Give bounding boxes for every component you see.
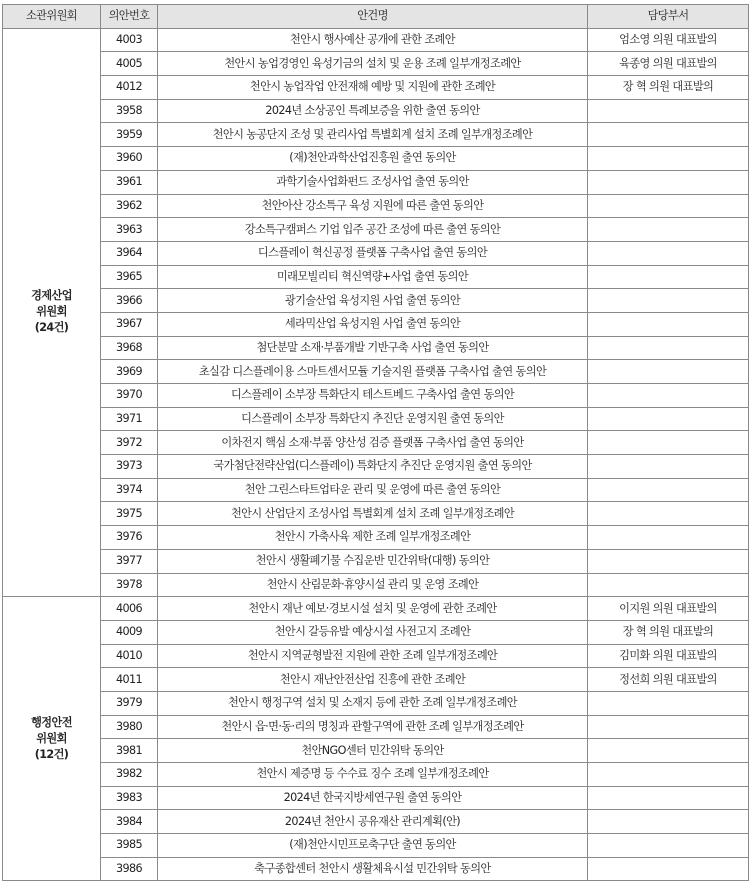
committee-cell xyxy=(3,597,101,881)
bill-number-cell: 3962 xyxy=(101,194,158,218)
agenda-table xyxy=(2,4,749,881)
table-row xyxy=(3,407,749,431)
department-cell xyxy=(588,123,749,147)
bill-number-cell: 4012 xyxy=(101,76,158,100)
table-row xyxy=(3,597,749,621)
department-cell: 이지원 의원 대표발의 xyxy=(588,597,749,621)
table-row xyxy=(3,455,749,479)
bill-number-cell: 3978 xyxy=(101,573,158,597)
agenda-title-cell: 천안아산 강소특구 육성 지원에 따른 출연 동의안 xyxy=(158,194,588,218)
agenda-title-cell: 이차전지 핵심 소재·부품 양산성 검증 플랫폼 구축사업 출연 동의안 xyxy=(158,431,588,455)
agenda-title-cell: (재)천안과학산업진흥원 출연 동의안 xyxy=(158,147,588,171)
table-row xyxy=(3,241,749,265)
header-committee: 소관위원회 xyxy=(3,5,101,29)
bill-number-cell: 3980 xyxy=(101,715,158,739)
agenda-title-cell: 천안 그린스타트업타운 관리 및 운영에 따른 출연 동의안 xyxy=(158,478,588,502)
agenda-title-cell: 천안시 재난 예보·경보시설 설치 및 운영에 관한 조례안 xyxy=(158,597,588,621)
table-row xyxy=(3,99,749,123)
bill-number-cell: 4009 xyxy=(101,620,158,644)
table-row xyxy=(3,573,749,597)
department-cell: 장 혁 의원 대표발의 xyxy=(588,76,749,100)
agenda-title-cell: 미래모빌리티 혁신역량+사업 출연 동의안 xyxy=(158,265,588,289)
agenda-title-cell: 천안시 갈등유발 예상시설 사전고지 조례안 xyxy=(158,620,588,644)
table-row xyxy=(3,715,749,739)
department-cell xyxy=(588,810,749,834)
bill-number-cell: 3975 xyxy=(101,502,158,526)
header-bill-number: 의안번호 xyxy=(101,5,158,29)
table-row xyxy=(3,810,749,834)
agenda-title-cell: 디스플레이 혁신공정 플랫폼 구축사업 출연 동의안 xyxy=(158,241,588,265)
bill-number-cell: 3982 xyxy=(101,763,158,787)
bill-number-cell: 4011 xyxy=(101,668,158,692)
bill-number-cell: 3984 xyxy=(101,810,158,834)
department-cell xyxy=(588,99,749,123)
table-row xyxy=(3,526,749,550)
table-row xyxy=(3,289,749,313)
table-row xyxy=(3,431,749,455)
department-cell xyxy=(588,573,749,597)
table-body xyxy=(3,28,749,881)
table-row xyxy=(3,147,749,171)
bill-number-cell: 3981 xyxy=(101,739,158,763)
agenda-title-cell: 2024년 천안시 공유재산 관리계획(안) xyxy=(158,810,588,834)
department-cell xyxy=(588,549,749,573)
agenda-title-cell: 축구종합센터 천안시 생활체육시설 민간위탁 동의안 xyxy=(158,857,588,881)
table-row xyxy=(3,620,749,644)
agenda-title-cell: 천안시 산업단지 조성사업 특별회계 설치 조례 일부개정조례안 xyxy=(158,502,588,526)
bill-number-cell: 4010 xyxy=(101,644,158,668)
table-row xyxy=(3,218,749,242)
committee-name-line: 위원회 xyxy=(36,731,67,745)
table-row xyxy=(3,834,749,858)
department-cell xyxy=(588,834,749,858)
bill-number-cell: 3974 xyxy=(101,478,158,502)
header-row xyxy=(3,5,749,29)
committee-name-line: 위원회 xyxy=(36,305,67,319)
department-cell xyxy=(588,360,749,384)
table-row xyxy=(3,549,749,573)
department-cell: 엄소영 의원 대표발의 xyxy=(588,28,749,52)
agenda-title-cell: 천안시 농업작업 안전재해 예방 및 지원에 관한 조례안 xyxy=(158,76,588,100)
agenda-title-cell: 2024년 한국지방세연구원 출연 동의안 xyxy=(158,786,588,810)
bill-number-cell: 3969 xyxy=(101,360,158,384)
agenda-title-cell: (재)천안시민프로축구단 출연 동의안 xyxy=(158,834,588,858)
agenda-title-cell: 천안시 재난안전산업 진흥에 관한 조례안 xyxy=(158,668,588,692)
agenda-title-cell: 디스플레이 소부장 특화단지 테스트베드 구축사업 출연 동의안 xyxy=(158,384,588,408)
committee-cell xyxy=(3,28,101,597)
bill-number-cell: 3961 xyxy=(101,170,158,194)
department-cell xyxy=(588,739,749,763)
agenda-title-cell: 세라믹산업 육성지원 사업 출연 동의안 xyxy=(158,312,588,336)
department-cell xyxy=(588,431,749,455)
department-cell xyxy=(588,502,749,526)
bill-number-cell: 3966 xyxy=(101,289,158,313)
table-row xyxy=(3,336,749,360)
bill-number-cell: 3979 xyxy=(101,691,158,715)
agenda-title-cell: 초실감 디스플레이용 스마트센서모듈 기술지원 플랫폼 구축사업 출연 동의안 xyxy=(158,360,588,384)
bill-number-cell: 3958 xyxy=(101,99,158,123)
bill-number-cell: 4005 xyxy=(101,52,158,76)
department-cell: 장 혁 의원 대표발의 xyxy=(588,620,749,644)
department-cell xyxy=(588,455,749,479)
bill-number-cell: 4003 xyxy=(101,28,158,52)
table-row xyxy=(3,312,749,336)
bill-number-cell: 4006 xyxy=(101,597,158,621)
table-row xyxy=(3,763,749,787)
committee-name-line: 행정안전 xyxy=(31,715,72,729)
table-row xyxy=(3,360,749,384)
header-department: 담당부서 xyxy=(588,5,749,29)
agenda-title-cell: 천안시 산림문화·휴양시설 관리 및 운영 조례안 xyxy=(158,573,588,597)
agenda-title-cell: 국가첨단전략산업(디스플레이) 특화단지 추진단 운영지원 출연 동의안 xyxy=(158,455,588,479)
header-agenda-title: 안건명 xyxy=(158,5,588,29)
bill-number-cell: 3959 xyxy=(101,123,158,147)
table-row xyxy=(3,123,749,147)
bill-number-cell: 3972 xyxy=(101,431,158,455)
agenda-title-cell: 천안NGO센터 민간위탁 동의안 xyxy=(158,739,588,763)
agenda-title-cell: 천안시 농업경영인 육성기금의 설치 및 운용 조례 일부개정조례안 xyxy=(158,52,588,76)
department-cell xyxy=(588,336,749,360)
bill-number-cell: 3986 xyxy=(101,857,158,881)
table-row xyxy=(3,786,749,810)
table-row xyxy=(3,691,749,715)
department-cell: 정선희 의원 대표발의 xyxy=(588,668,749,692)
agenda-title-cell: 천안시 가축사육 제한 조례 일부개정조례안 xyxy=(158,526,588,550)
table-row xyxy=(3,194,749,218)
agenda-title-cell: 디스플레이 소부장 특화단지 추진단 운영지원 출연 동의안 xyxy=(158,407,588,431)
table-row xyxy=(3,644,749,668)
committee-name-line: 경제산업 xyxy=(31,289,72,303)
agenda-title-cell: 강소특구캠퍼스 기업 입주 공간 조성에 따른 출연 동의안 xyxy=(158,218,588,242)
table-row xyxy=(3,76,749,100)
bill-number-cell: 3971 xyxy=(101,407,158,431)
department-cell xyxy=(588,194,749,218)
table-row xyxy=(3,668,749,692)
table-row xyxy=(3,52,749,76)
committee-name-line: (12건) xyxy=(34,747,69,761)
department-cell xyxy=(588,170,749,194)
agenda-title-cell: 천안시 읍·면·동·리의 명칭과 관할구역에 관한 조례 일부개정조례안 xyxy=(158,715,588,739)
department-cell xyxy=(588,384,749,408)
agenda-title-cell: 천안시 생활폐기물 수집운반 민간위탁(대행) 동의안 xyxy=(158,549,588,573)
department-cell xyxy=(588,786,749,810)
agenda-title-cell: 천안시 제증명 등 수수료 징수 조례 일부개정조례안 xyxy=(158,763,588,787)
department-cell xyxy=(588,857,749,881)
department-cell xyxy=(588,478,749,502)
table-row xyxy=(3,478,749,502)
bill-number-cell: 3963 xyxy=(101,218,158,242)
table-row xyxy=(3,265,749,289)
bill-number-cell: 3965 xyxy=(101,265,158,289)
agenda-title-cell: 천안시 행사예산 공개에 관한 조례안 xyxy=(158,28,588,52)
table-row xyxy=(3,28,749,52)
agenda-title-cell: 천안시 행정구역 설치 및 소재지 등에 관한 조례 일부개정조례안 xyxy=(158,691,588,715)
bill-number-cell: 3983 xyxy=(101,786,158,810)
table-row xyxy=(3,739,749,763)
agenda-title-cell: 첨단분말 소재·부품개발 기반구축 사업 출연 동의안 xyxy=(158,336,588,360)
department-cell xyxy=(588,218,749,242)
table-row xyxy=(3,857,749,881)
department-cell xyxy=(588,407,749,431)
department-cell xyxy=(588,763,749,787)
department-cell xyxy=(588,312,749,336)
bill-number-cell: 3967 xyxy=(101,312,158,336)
table-row xyxy=(3,384,749,408)
table-row xyxy=(3,170,749,194)
department-cell xyxy=(588,265,749,289)
bill-number-cell: 3977 xyxy=(101,549,158,573)
bill-number-cell: 3960 xyxy=(101,147,158,171)
bill-number-cell: 3964 xyxy=(101,241,158,265)
department-cell xyxy=(588,289,749,313)
agenda-title-cell: 천안시 지역균형발전 지원에 관한 조례 일부개정조례안 xyxy=(158,644,588,668)
department-cell xyxy=(588,715,749,739)
department-cell xyxy=(588,147,749,171)
bill-number-cell: 3976 xyxy=(101,526,158,550)
department-cell: 육종영 의원 대표발의 xyxy=(588,52,749,76)
bill-number-cell: 3985 xyxy=(101,834,158,858)
department-cell xyxy=(588,526,749,550)
bill-number-cell: 3968 xyxy=(101,336,158,360)
agenda-title-cell: 천안시 농공단지 조성 및 관리사업 특별회계 설치 조례 일부개정조례안 xyxy=(158,123,588,147)
agenda-title-cell: 광기술산업 육성지원 사업 출연 동의안 xyxy=(158,289,588,313)
bill-number-cell: 3970 xyxy=(101,384,158,408)
committee-name-line: (24건) xyxy=(34,321,69,335)
table-row xyxy=(3,502,749,526)
agenda-title-cell: 과학기술사업화펀드 조성사업 출연 동의안 xyxy=(158,170,588,194)
department-cell: 김미화 의원 대표발의 xyxy=(588,644,749,668)
agenda-title-cell: 2024년 소상공인 특례보증을 위한 출연 동의안 xyxy=(158,99,588,123)
bill-number-cell: 3973 xyxy=(101,455,158,479)
department-cell xyxy=(588,241,749,265)
department-cell xyxy=(588,691,749,715)
